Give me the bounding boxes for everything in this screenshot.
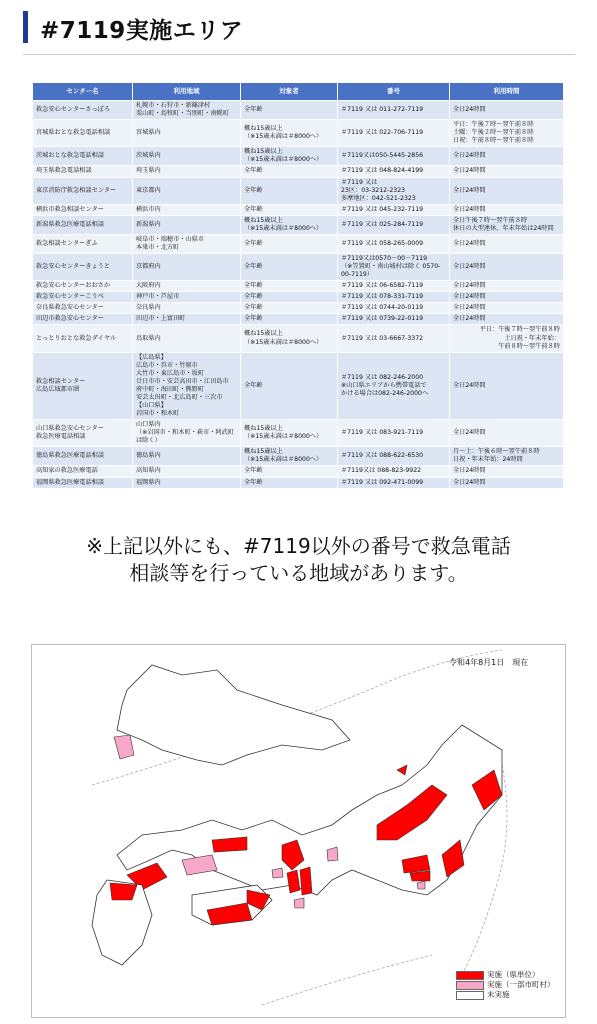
cell-target: 全年齢 [241, 101, 338, 120]
center-table [32, 82, 564, 489]
cell-hours: 全日午後７時〜翌午前８時 休日の大型連休、年末年始は24時間 [450, 215, 564, 234]
legend-swatch-partial [456, 981, 484, 990]
cell-center-name: 救急安心センターおおさか [33, 281, 133, 292]
cell-target: 全年齢 [241, 466, 338, 477]
header-center-name: センター名 [33, 83, 133, 101]
kobe-area [272, 868, 283, 878]
cell-area: 田辺市・上富田町 [133, 314, 241, 325]
table-row [33, 447, 564, 466]
cell-hours: 全日24時間 [450, 254, 564, 281]
table-row [33, 466, 564, 477]
cell-area: 福岡県内 [133, 477, 241, 488]
cell-target: 全年齢 [241, 477, 338, 488]
page-header [0, 0, 597, 56]
cell-number: ＃7119 又は 06-6582-7119 [338, 281, 450, 292]
header-number: 番号 [338, 83, 450, 101]
cell-center-name: 宮城県おとな救急電話相談 [33, 120, 133, 147]
cell-center-name: 徳島県救急医療電話相談 [33, 447, 133, 466]
table-row [33, 120, 564, 147]
cell-area: 山口県内 （※岩国市・和木町・萩市・阿武町は除く） [133, 420, 241, 447]
cell-center-name: 救急相談センター 広島広域都市圏 [33, 352, 133, 420]
cell-hours: 全日24時間 [450, 147, 564, 166]
sado-island [397, 765, 407, 775]
legend-swatch-full [456, 971, 484, 980]
map-legend [456, 970, 555, 1000]
cell-number: ＃7119 又は 088-622-6530 [338, 447, 450, 466]
cell-center-name: 奈良県救急安心センター [33, 303, 133, 314]
cell-number: ＃7119又は 088-823-9922 [338, 466, 450, 477]
cell-center-name: とっとりおとな救急ダイヤル [33, 325, 133, 352]
nara-pref [300, 867, 312, 895]
note-text [0, 533, 597, 587]
cell-target: 概ね15歳以上 （※15歳未満は＃8000へ） [241, 147, 338, 166]
cell-number: ＃7119 又は 022-706-7119 [338, 120, 450, 147]
cell-area: 奈良県内 [133, 303, 241, 314]
legend-item-partial [456, 980, 555, 990]
cell-center-name: 救急安心センターきょうと [33, 254, 133, 281]
cell-center-name: 東京消防庁救急相談センター [33, 177, 133, 204]
cell-center-name: 横浜市救急相談センター [33, 204, 133, 215]
fukuoka-pref [110, 883, 137, 900]
cell-area: 東京都内 [133, 177, 241, 204]
cell-hours: 全日24時間 [450, 166, 564, 177]
header-target: 対象者 [241, 83, 338, 101]
table-row [33, 314, 564, 325]
legend-swatch-none [456, 991, 484, 1000]
cell-hours: 全日24時間 [450, 314, 564, 325]
cell-target: 全年齢 [241, 281, 338, 292]
cell-area: 大阪府内 [133, 281, 241, 292]
cell-hours: 全日24時間 [450, 234, 564, 253]
cell-target: 全年齢 [241, 314, 338, 325]
cell-number: ＃7119 又は 0739-22-0119 [338, 314, 450, 325]
title-divider [23, 54, 575, 55]
cell-number: ＃7119 又は 078-331-7119 [338, 292, 450, 303]
table-row [33, 234, 564, 253]
japan-map [32, 645, 565, 1017]
cell-area: 埼玉県内 [133, 166, 241, 177]
table-header-row [33, 83, 564, 101]
cell-area: 札幌市・石狩市・新篠津村 栗山町・島牧町・当別町・南幌町 [133, 101, 241, 120]
cell-area: 高知県内 [133, 466, 241, 477]
table-row [33, 166, 564, 177]
title-accent-bar [23, 11, 28, 43]
table-row [33, 477, 564, 488]
cell-center-name: 山口県救急安心センター 救急医療電話相談 [33, 420, 133, 447]
sapporo-area [114, 735, 134, 759]
table-row [33, 215, 564, 234]
cell-number: ＃7119又は050-5445-2856 [338, 147, 450, 166]
table-row [33, 420, 564, 447]
page-title: #7119実施エリア [40, 18, 244, 44]
cell-number: ＃7119 又は 03-6667-3372 [338, 325, 450, 352]
table-body [33, 101, 564, 489]
cell-hours: 全日24時間 [450, 281, 564, 292]
table-row [33, 325, 564, 352]
cell-number: ＃7119 又は 045-232-7119 [338, 204, 450, 215]
legend-label-none: 未実施 [487, 990, 510, 999]
cell-area: 宮城県内 [133, 120, 241, 147]
cell-area: 【広島県】 広島市・呉市・竹原市 大竹市・東広島市・坂町 廿日市市・安芸高田市・江田島市 府中町・海田町・熊野町 安芸太田町・北広島町・三次市 【山口県】 岩国市・和木町 [133, 352, 241, 420]
cell-target: 概ね15歳以上 （※15歳未満は＃8000へ） [241, 447, 338, 466]
cell-number: ＃7119 又は 058-265-0009 [338, 234, 450, 253]
cell-hours: 全日24時間 [450, 477, 564, 488]
cell-target: 概ね15歳以上 （※15歳未満は＃8000へ） [241, 420, 338, 447]
sea-boundary-line [262, 955, 432, 1005]
legend-item-full [456, 970, 555, 980]
tanabe-area [294, 898, 304, 908]
header-area: 利用地域 [133, 83, 241, 101]
table-row [33, 352, 564, 420]
cell-area: 茨城県内 [133, 147, 241, 166]
cell-area: 徳島県内 [133, 447, 241, 466]
cell-area: 横浜市内 [133, 204, 241, 215]
note-line-1: ※上記以外にも、#7119以外の番号で救急電話 [86, 534, 511, 558]
cell-target: 全年齢 [241, 303, 338, 314]
cell-hours: 全日24時間 [450, 292, 564, 303]
cell-target: 全年齢 [241, 292, 338, 303]
cell-number: ＃7119 又は 025-284-7119 [338, 215, 450, 234]
hokkaido-region [117, 665, 350, 765]
cell-center-name: 埼玉県救急電話相談 [33, 166, 133, 177]
cell-hours: 全日24時間 [450, 177, 564, 204]
legend-label-partial: 実施（一部市町村） [487, 980, 555, 989]
cell-hours: 全日24時間 [450, 352, 564, 420]
header-hours: 利用時間 [450, 83, 564, 101]
cell-hours: 全日24時間 [450, 466, 564, 477]
cell-target: 概ね15歳以上 （※15歳未満は＃8000へ） [241, 325, 338, 352]
cell-hours: 全日24時間 [450, 204, 564, 215]
cell-hours: 全日24時間 [450, 420, 564, 447]
cell-center-name: 新潟県救急医療電話相談 [33, 215, 133, 234]
cell-area: 岐阜市・瑞穂市・山県市 本巣市・北方町 [133, 234, 241, 253]
cell-area: 京都府内 [133, 254, 241, 281]
cell-target: 全年齢 [241, 204, 338, 215]
tokyo-pref [410, 871, 430, 881]
cell-center-name: 茨城おとな救急電話相談 [33, 147, 133, 166]
table-row [33, 147, 564, 166]
table-row [33, 177, 564, 204]
cell-hours: 全日24時間 [450, 303, 564, 314]
cell-number: ＃7119 又は 048-824-4199 [338, 166, 450, 177]
cell-area: 新潟県内 [133, 215, 241, 234]
legend-label-full: 実施（県単位） [487, 970, 540, 979]
cell-target: 概ね15歳以上 （※15歳未満は＃8000へ） [241, 120, 338, 147]
cell-center-name: 田辺市救急安心センター [33, 314, 133, 325]
cell-area: 鳥取県内 [133, 325, 241, 352]
tottori-pref [212, 837, 247, 852]
cell-hours: 月〜土：午後６時〜翌午前８時 日祝・年末年始：24時間 [450, 447, 564, 466]
cell-center-name: 救急安心センターこうべ [33, 292, 133, 303]
cell-number: ＃7119 又は 082-246-2000 ※山口県エリアから携帯電話で かける場合は082-246-2000へ [338, 352, 450, 420]
table-row [33, 254, 564, 281]
cell-number: ＃7119 又は 23区：03-3212-2323 多摩地区：042-521-2323 [338, 177, 450, 204]
cell-center-name: 救急安心センターさっぽろ [33, 101, 133, 120]
cell-target: 全年齢 [241, 177, 338, 204]
cell-center-name: 高知家の救急医療電話 [33, 466, 133, 477]
cell-number: ＃7119 又は 092-471-0099 [338, 477, 450, 488]
cell-hours: 全日24時間 [450, 101, 564, 120]
hiroshima-area [182, 855, 217, 875]
cell-number: ＃7119 又は 011-272-7119 [338, 101, 450, 120]
cell-number: ＃7119 又は 0744-20-0119 [338, 303, 450, 314]
map-date-label: 令和4年8月1日 現在 [449, 658, 529, 667]
cell-center-name: 福岡県救急医療電話相談 [33, 477, 133, 488]
cell-target: 全年齢 [241, 234, 338, 253]
table-row [33, 281, 564, 292]
legend-item-none [456, 990, 555, 1000]
cell-target: 概ね15歳以上 （※15歳未満は＃8000へ） [241, 215, 338, 234]
cell-number: ＃7119又は0570－00－7119 （※笠置町・南山城村は除く 0570-00-7119） [338, 254, 450, 281]
table-row [33, 101, 564, 120]
map-panel [31, 644, 566, 1018]
cell-target: 全年齢 [241, 352, 338, 420]
cell-hours: 平日：午後７時〜翌午前８時 土日祝・年末年始： 午前８時〜翌午前８時 [450, 325, 564, 352]
cell-target: 全年齢 [241, 166, 338, 177]
table-row [33, 292, 564, 303]
cell-area: 神戸市・芦屋市 [133, 292, 241, 303]
cell-hours: 平日：午後７時〜翌午前８時 土曜：午後２時〜翌午前８時 日祝：午前８時〜翌午前８時 [450, 120, 564, 147]
cell-target: 全年齢 [241, 254, 338, 281]
table-row [33, 303, 564, 314]
table-row [33, 204, 564, 215]
note-line-2: 相談等を行っている地域があります。 [129, 561, 468, 585]
cell-center-name: 救急相談センターぎふ [33, 234, 133, 253]
cell-number: ＃7119 又は 083-921-7119 [338, 420, 450, 447]
